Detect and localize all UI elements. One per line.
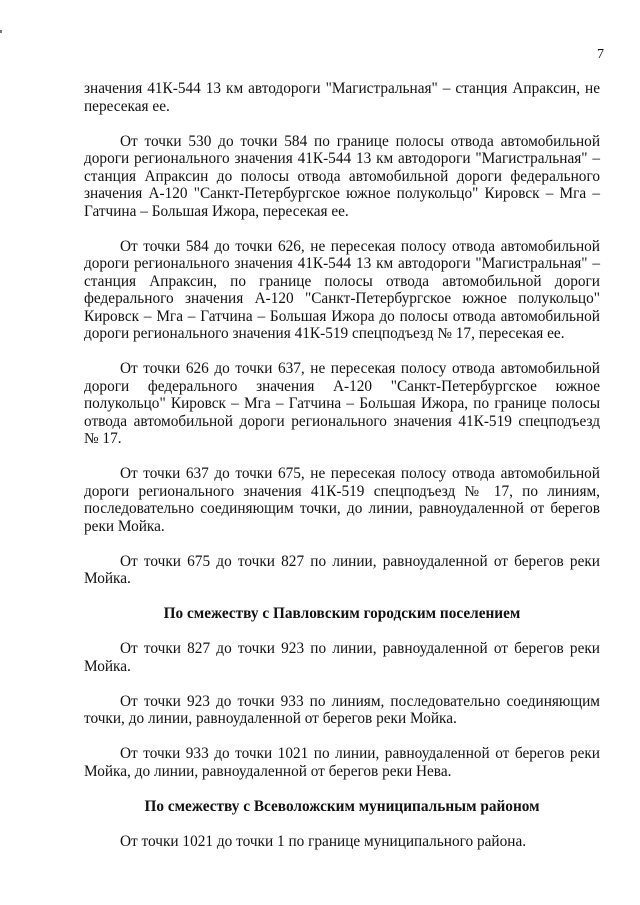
page-number: 7 [597, 47, 604, 62]
paragraph: От точки 1021 до точки 1 по границе муниципального района. [120, 832, 527, 850]
paragraph: От точки 530 до точки 584 по границе полосы отвода автомобильной дороги регионального значения 41К-544 13 км автодороги "Магистральная" – станция Апраксин до полосы отвода автомобильной дороги федерального значения А-120 "Санкт-Петербургское южное полукольцо" Кировск – Мга – Гатчина – Большая Ижора, пересекая ее. [84, 132, 600, 220]
paragraph: От точки 923 до точки 933 по линиям, последовательно соединяющим точки, до линии, равноудаленной от берегов реки Мойка. [84, 692, 600, 727]
paragraph: От точки 626 до точки 637, не пересекая полосу отвода автомобильной дороги федерального значения А-120 "Санкт-Петербургское южное полукольцо" Кировск – Мга – Гатчина – Большая Ижора, по границе полосы отвода автомобильной дороги регионального значения 41К-519 спецподъезд № 17. [84, 360, 600, 447]
paragraph: От точки 584 до точки 626, не пересекая полосу отвода автомобильной дороги регионального значения 41К-544 13 км автодороги "Магистральная" – станция Апраксин, по границе полосы отвода автомобильной дороги федерального значения А-120 "Санкт-Петербургское южное полукольцо" Кировск – Мга – Гатчина – Большая Ижора до полосы отвода автомобильной дороги регионального значения 41К-519 спецподъезд № 17, пересекая ее. [84, 237, 600, 342]
document-body [84, 80, 600, 868]
paragraph: От точки 675 до точки 827 по линии, равноудаленной от берегов реки Мойка. [84, 552, 600, 587]
scan-artifact [0, 30, 2, 33]
section-heading: По смежеству с Павловским городским поселением [163, 605, 521, 622]
paragraph-continued: значения 41К-544 13 км автодороги "Магистральная" – станция Апраксин, не пересекая ее. [84, 80, 600, 115]
paragraph: От точки 637 до точки 675, не пересекая полосу отвода автомобильной дороги регионального значения 41К-519 спецподъезд № 17, по линиям, последовательно соединяющим точки, до линии, равноудаленной от берегов реки Мойка. [84, 465, 600, 535]
paragraph: От точки 827 до точки 923 по линии, равноудаленной от берегов реки Мойка. [84, 640, 600, 675]
section-heading: По смежеству с Всеволожским муниципальным районом [144, 797, 540, 815]
paragraph: От точки 933 до точки 1021 по линии, равноудаленной от берегов реки Мойка, до линии, равноудаленной от берегов реки Нева. [84, 745, 600, 780]
